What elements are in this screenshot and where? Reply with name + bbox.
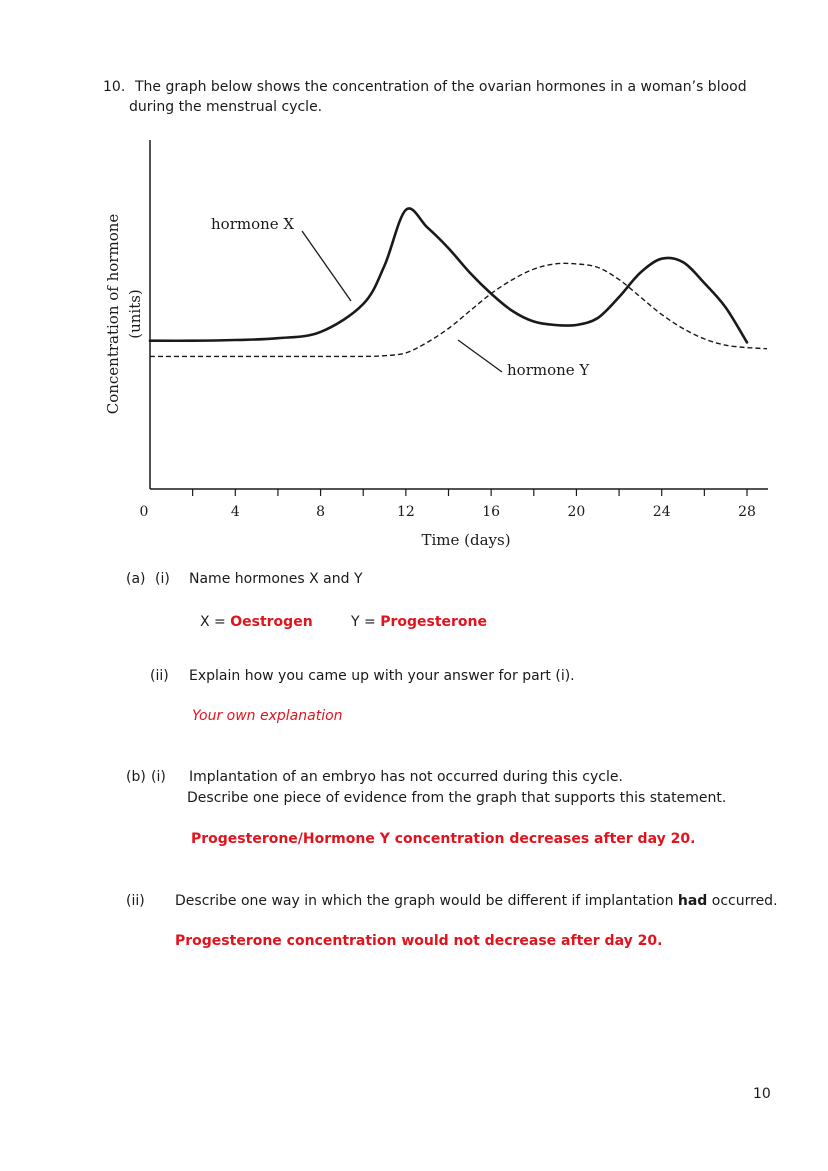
x-tick-label: 8 (316, 504, 326, 520)
hormone-x-leader (302, 231, 351, 301)
x-axis-ticks (193, 489, 747, 496)
y-axis-units: (units) (126, 289, 144, 339)
part-a-i-prompt: Name hormones X and Y (189, 571, 363, 587)
hormone-x-annotation: hormone X (211, 215, 295, 233)
x-axis-label: Time (days) (421, 531, 511, 549)
x-tick-label: 0 (139, 504, 149, 520)
part-b-ii-label: (ii) (126, 893, 145, 909)
part-b-ii-prompt-end: occurred. (707, 893, 778, 909)
part-a-label: (a) (126, 571, 146, 587)
part-a-ii-answer: Your own explanation (192, 708, 343, 724)
part-b-i-label: (i) (151, 769, 166, 785)
part-b-ii-prompt-emphasis: had (677, 893, 708, 909)
x-tick-label: 12 (396, 504, 415, 520)
hormone-y-line (150, 263, 767, 356)
part-b-i-prompt-line-1: Implantation of an embryo has not occurred during this cycle. (189, 769, 623, 785)
part-b-ii-answer: Progesterone concentration would not decrease after day 20. (175, 933, 663, 949)
x-tick-label: 16 (482, 504, 501, 520)
hormone-y-annotation: hormone Y (507, 361, 590, 379)
hormone-y-leader (458, 340, 502, 372)
answer-y (351, 614, 487, 630)
y-axis-label: Concentration of hormone (104, 213, 122, 415)
part-a-ii-label: (ii) (150, 668, 169, 684)
answer-y-prefix: Y = (351, 614, 381, 630)
page-number: 10 (753, 1086, 771, 1102)
answer-y-value: Progesterone (380, 614, 487, 630)
hormone-graph (0, 0, 828, 570)
question-intro-line-2: during the menstrual cycle. (129, 99, 323, 115)
part-b-ii-prompt (175, 893, 778, 909)
part-a-i-label: (i) (155, 571, 170, 587)
answer-x-prefix: X = (200, 614, 231, 630)
answer-x-value: Oestrogen (230, 614, 313, 630)
question-number: 10. (103, 79, 126, 95)
part-b-ii-prompt-start: Describe one way in which the graph would be different if implantation (175, 893, 678, 909)
x-axis-tick-labels (140, 504, 756, 520)
part-b-label: (b) (126, 769, 146, 785)
question-intro-line-1: The graph below shows the concentration of the ovarian hormones in a woman’s blood (135, 79, 747, 95)
x-tick-label: 20 (567, 504, 586, 520)
x-tick-label: 24 (652, 504, 671, 520)
part-b-i-answer: Progesterone/Hormone Y concentration decreases after day 20. (191, 831, 696, 847)
part-b-i-prompt-line-2: Describe one piece of evidence from the graph that supports this statement. (187, 790, 727, 806)
x-tick-label: 28 (738, 504, 756, 520)
x-tick-label: 4 (230, 504, 240, 520)
part-a-ii-prompt: Explain how you came up with your answer for part (i). (189, 668, 575, 684)
answer-x (200, 614, 313, 630)
